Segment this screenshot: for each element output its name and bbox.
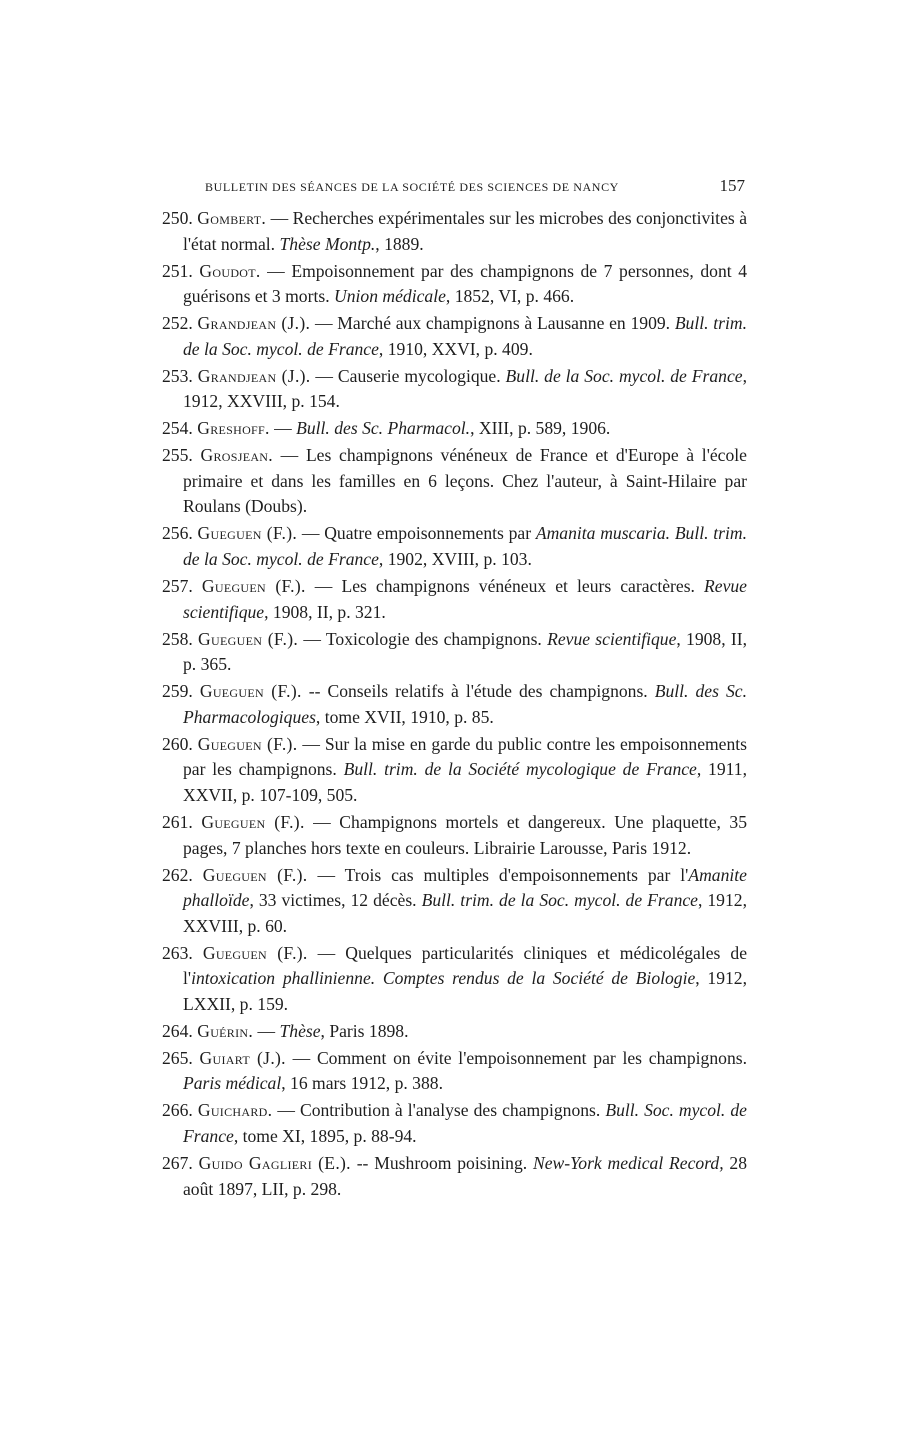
entry-details: , 1852, VI, p. 466. [445, 286, 575, 307]
entry-details: , tome XI, 1895, p. 88-94. [233, 1126, 417, 1147]
bibliography-entry [162, 311, 747, 362]
entry-number: 264. [162, 1020, 193, 1041]
bibliography-entry [162, 259, 747, 310]
entry-details-mid: , 33 victimes, 12 décès. [249, 890, 417, 911]
entry-number: 250. [162, 208, 193, 228]
entry-dash: -- [308, 681, 321, 702]
entry-number: 267. [162, 1153, 193, 1174]
entry-details: , 1911, XXVII, p. 107-109, 505. [183, 759, 747, 805]
bibliography-entry [162, 732, 747, 809]
entry-dash: — [315, 365, 334, 386]
entry-details: , 1912, XXVIII, p. 154. [183, 365, 747, 412]
page-number: 157 [719, 176, 745, 195]
entry-details: , 1889. [375, 233, 424, 254]
entry-source: Revue scientifique [547, 628, 677, 649]
entry-title: Les champignons vénéneux et leurs caractères. [341, 576, 695, 597]
entry-details: , Paris 1898. [320, 1020, 409, 1041]
entry-author: Gombert. [197, 208, 267, 228]
entry-dash: — [314, 313, 333, 334]
entry-author: Guiart (J.). [199, 1047, 286, 1068]
entry-title: Quelques particularités cliniques et médicolégales de l' [183, 942, 748, 989]
entry-title: Les champignons vénéneux de France et d'Europe à l'école primaire et dans les familles en 6 leçons. Chez l'auteur, à Saint-Hilaire par Roulans (Doubs). [183, 445, 747, 517]
entry-number: 252. [162, 313, 193, 334]
entry-author: Gueguen (F.). [202, 864, 308, 885]
entry-number: 260. [162, 733, 193, 754]
entry-dash: — [303, 628, 321, 649]
running-header [205, 176, 745, 195]
entry-author: Goudot. [199, 260, 261, 281]
entry-title: Comment on évite l'empoisonnement par les champignons. [316, 1047, 747, 1068]
bibliography-entry [162, 416, 747, 442]
bibliography-entry [162, 627, 747, 678]
entry-author: Guichard. [197, 1100, 273, 1121]
entry-details: , 1912, LXXII, p. 159. [183, 968, 747, 1014]
entry-source: Bull. trim. de la Société mycologique de France [343, 759, 697, 780]
entry-dash: — [317, 864, 336, 885]
entry-title: Marché aux champignons à Lausanne en 1909. [337, 313, 671, 334]
entry-dash: — [270, 208, 289, 228]
entry-dash: — [314, 576, 333, 597]
entry-author: Grandjean (J.). [197, 313, 311, 334]
entry-number: 263. [162, 942, 193, 963]
bibliography-entry [162, 1151, 747, 1202]
entry-title-italic: Amanite phalloïde [183, 864, 747, 911]
entry-author: Guido Gaglieri (E.). [198, 1153, 351, 1174]
bibliography-entry [162, 521, 747, 572]
entry-source: Thèse Montp. [279, 233, 376, 254]
entry-number: 255. [162, 445, 193, 466]
entry-details: , tome XVII, 1910, p. 85. [315, 706, 494, 727]
entry-dash: — [302, 733, 320, 754]
entry-title: Recherches expérimentales sur les microbes des conjonctivites à l'état normal. [183, 208, 748, 254]
bibliography-list [162, 206, 747, 1204]
entry-dash: — [277, 1100, 295, 1121]
entry-author: Grandjean (J.). [197, 365, 311, 386]
entry-author: Grosjean. [200, 445, 273, 466]
entry-author: Gueguen (F.). [202, 942, 308, 963]
entry-number: 254. [162, 418, 193, 439]
bibliography-entry [162, 1019, 747, 1045]
entry-title: Empoisonnement par des champignons de 7 personnes, dont 4 guérisons et 3 morts. [183, 260, 747, 307]
entry-number: 253. [162, 365, 193, 386]
bibliography-entry [162, 443, 747, 520]
entry-dash: — [267, 260, 285, 281]
entry-title: Trois cas multiples d'empoisonnements par l' [344, 864, 689, 885]
entry-author: Greshoff. [197, 418, 270, 439]
bibliography-entry [162, 364, 747, 415]
entry-title: Mushroom poisining. [374, 1153, 528, 1174]
entry-source: Bull. Soc. mycol. de France [183, 1100, 747, 1147]
entry-title: Sur la mise en garde du public contre les empoisonnements par les champignons. [183, 733, 748, 780]
bibliography-entry [162, 206, 747, 257]
entry-number: 259. [162, 681, 193, 702]
entry-dash: — [301, 523, 320, 544]
entry-author: Gueguen (F.). [201, 811, 305, 832]
entry-author: Gueguen (F.). [199, 681, 302, 702]
entry-source: Union médicale [334, 286, 446, 307]
entry-details: , 1908, II, p. 321. [264, 601, 386, 622]
entry-author: Gueguen (F.). [197, 523, 298, 544]
entry-number: 256. [162, 523, 193, 544]
bibliography-entry [162, 941, 747, 1018]
entry-source: intoxication phallinienne. Comptes rendus de la Société de Biologie [191, 968, 696, 989]
entry-details: , 1908, II, p. 365. [183, 628, 747, 675]
entry-source: Revue scientifique [183, 576, 747, 622]
bibliography-entry [162, 574, 747, 625]
entry-author: Guérin. [197, 1020, 254, 1041]
entry-author: Gueguen (F.). [197, 733, 298, 754]
entry-dash: — [274, 418, 292, 439]
entry-number: 266. [162, 1100, 193, 1121]
entry-title: Causerie mycologique. [337, 365, 501, 386]
entry-title: Toxicologie des champignons. [325, 628, 542, 649]
entry-source: Paris médical [183, 1073, 282, 1094]
entry-source: Bull. trim. de la Soc. mycol. de France [183, 313, 747, 359]
entry-number: 257. [162, 576, 193, 597]
entry-source: Bull. trim. de la Soc. mycol. de France [421, 890, 698, 911]
entry-dash: — [317, 942, 336, 963]
entry-details: , 1912, XXVIII, p. 60. [183, 890, 747, 936]
entry-title: Contribution à l'analyse des champignons. [299, 1100, 601, 1121]
entry-dash: — [292, 1047, 311, 1068]
entry-author: Gueguen (F.). [198, 628, 299, 649]
entry-source: Thèse [279, 1020, 321, 1041]
entry-details: , 1910, XXVI, p. 409. [378, 338, 533, 359]
entry-source: Bull. des Sc. Pharmacol. [296, 418, 471, 439]
entry-details: , 16 mars 1912, p. 388. [281, 1073, 443, 1094]
entry-dash: -- [356, 1153, 369, 1174]
entry-source: Bull. de la Soc. mycol. de France [505, 365, 743, 386]
entry-number: 261. [162, 811, 193, 832]
entry-source: New-York medical Record, [532, 1153, 724, 1174]
entry-source: Amanita muscaria. Bull. trim. de la Soc. mycol. de France [183, 523, 748, 570]
entry-dash: — [313, 811, 331, 832]
entry-number: 251. [162, 260, 193, 281]
entry-source: Bull. des Sc. Pharmacologiques [183, 681, 747, 727]
bibliography-entry [162, 863, 747, 940]
entry-author: Gueguen (F.). [201, 576, 306, 597]
bibliography-entry [162, 1098, 747, 1149]
running-title: BULLETIN DES SÉANCES DE LA SOCIÉTÉ DES SCIENCES DE NANCY [205, 180, 619, 194]
entry-dash: — [280, 445, 299, 466]
entry-title: Conseils relatifs à l'étude des champignons. [327, 681, 648, 702]
entry-details: 28 août 1897, LII, p. 298. [183, 1153, 748, 1199]
entry-dash: — [257, 1020, 276, 1041]
entry-number: 265. [162, 1047, 193, 1068]
entry-details: , 1902, XVIII, p. 103. [378, 549, 532, 570]
entry-number: 262. [162, 864, 193, 885]
bibliography-entry [162, 810, 747, 861]
entry-details: , XIII, p. 589, 1906. [470, 418, 611, 439]
bibliography-entry [162, 1046, 747, 1097]
bibliography-entry [162, 679, 747, 730]
entry-title: Champignons mortels et dangereux. Une plaquette, 35 pages, 7 planches hors texte en couleurs. Librairie Larousse, Paris 1912. [183, 811, 748, 858]
entry-number: 258. [162, 628, 193, 649]
entry-title: Quatre empoisonnements par [324, 523, 532, 544]
